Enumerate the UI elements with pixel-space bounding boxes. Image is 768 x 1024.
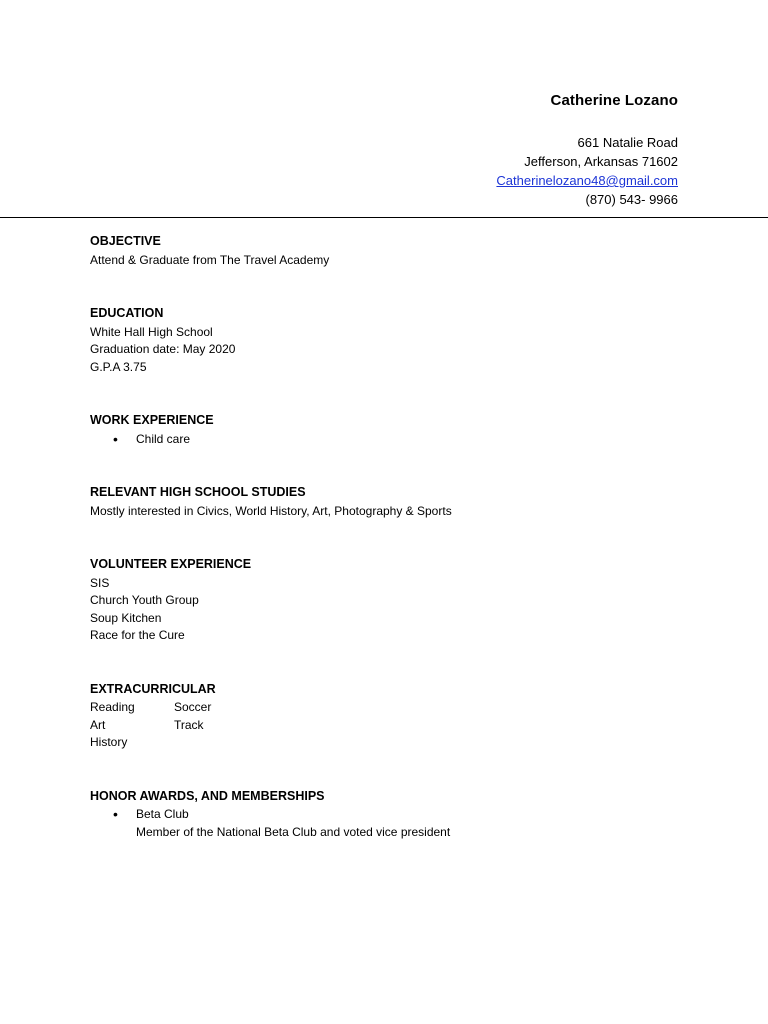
extracurricular-section — [90, 681, 690, 752]
honor-detail: Member of the National Beta Club and voted vice president — [136, 824, 451, 839]
list-item: SIS — [90, 575, 110, 590]
activity-item: Reading — [90, 700, 135, 714]
studies-text: Mostly interested in Civics, World History, Art, Photography & Sports — [90, 503, 452, 518]
education-section — [90, 305, 690, 376]
objective-text: Attend & Graduate from The Travel Academy — [90, 252, 330, 267]
list-item: • Child care — [90, 431, 690, 449]
phone-number: (870) 543- 9966 — [585, 192, 678, 207]
activity-item: Art — [90, 717, 106, 732]
studies-section — [90, 484, 690, 520]
honors-section — [90, 788, 690, 842]
activity-item: History — [90, 735, 128, 749]
activity-row — [90, 734, 690, 752]
header-divider — [0, 217, 768, 218]
address-line-2: Jefferson, Arkansas 71602 — [524, 154, 678, 169]
list-item: Soup Kitchen — [90, 610, 162, 625]
list-item: • Beta Club — [90, 806, 690, 824]
activity-item: Soccer — [174, 700, 212, 714]
work-experience-section — [90, 412, 690, 448]
work-list — [90, 431, 690, 449]
section-heading: EXTRACURRICULAR — [90, 681, 216, 696]
activity-row — [90, 717, 690, 735]
gpa: G.P.A 3.75 — [90, 359, 147, 374]
contact-block — [496, 133, 678, 209]
honors-list — [90, 806, 690, 824]
section-heading: VOLUNTEER EXPERIENCE — [90, 557, 252, 571]
list-item: Church Youth Group — [90, 593, 199, 607]
email-link[interactable]: Catherinelozano48@gmail.com — [496, 173, 678, 188]
section-heading: HONOR AWARDS, AND MEMBERSHIPS — [90, 788, 325, 803]
activity-item: Track — [174, 717, 204, 732]
section-heading: RELEVANT HIGH SCHOOL STUDIES — [90, 485, 306, 499]
section-heading: WORK EXPERIENCE — [90, 413, 214, 427]
list-item: Race for the Cure — [90, 628, 185, 642]
candidate-name: Catherine Lozano — [550, 92, 678, 109]
volunteer-section — [90, 556, 690, 645]
activity-row — [90, 699, 690, 717]
section-heading: EDUCATION — [90, 306, 164, 320]
address-line-1: 661 Natalie Road — [577, 135, 678, 150]
resume-body — [90, 233, 690, 877]
resume-header — [496, 92, 678, 209]
section-heading: OBJECTIVE — [90, 234, 161, 248]
school-name: White Hall High School — [90, 324, 213, 339]
objective-section — [90, 233, 690, 269]
graduation-date: Graduation date: May 2020 — [90, 342, 236, 356]
